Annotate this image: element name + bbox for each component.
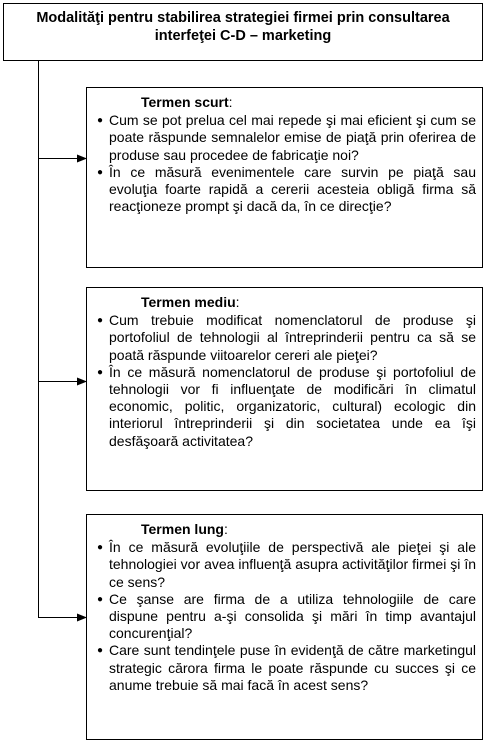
long-term-colon: : — [223, 521, 228, 537]
list-item — [95, 112, 476, 164]
bullet-icon: ● — [97, 366, 104, 378]
bullet-icon: ● — [97, 115, 104, 127]
short-term-box — [86, 87, 483, 268]
short-term-colon: : — [228, 94, 233, 110]
long-term-heading: Termen lung — [141, 521, 224, 537]
list-item — [95, 539, 476, 591]
bullet-icon: ● — [97, 593, 104, 605]
list-item-text: În ce măsură nomenclatorul de produse şi portofoliul de tehnologii vor fi influenţate de modificări în climatul economic, politic, organizatoric, cultural) ecologic din interiorul întreprinderii şi din societatea unde ea îşi desfăşoară activitatea? — [109, 363, 476, 449]
list-item-text: Ce şanse are firma de a utiliza tehnologiile de care dispune pentru a-şi consolida şi mări în timp avantajul concurenţial? — [109, 590, 476, 642]
list-item — [95, 364, 476, 450]
short-term-list — [95, 112, 476, 215]
long-term-title — [95, 521, 476, 538]
bullet-icon: ● — [97, 166, 104, 178]
list-item — [95, 312, 476, 364]
list-item-text: Cum se pot prelua cel mai repede şi mai eficient şi cum se poate răspunde semnalelor emise de piaţă prin oferirea de produse sau procedee de fabricaţie noi? — [109, 112, 476, 163]
bullet-icon: ● — [97, 315, 104, 327]
bullet-icon: ● — [97, 542, 104, 554]
diagram-title: Modalităţi pentru stabilirea strategiei firmei prin consultarea interfeţei C-D – marketing — [36, 10, 450, 44]
list-item-text: În ce măsură evoluţiile de perspectivă ale pieţei şi ale tehnologiei vor avea influenţă asupra activităţilor firmei şi în ce sens? — [109, 539, 476, 590]
medium-term-box — [86, 287, 483, 491]
short-term-heading: Termen scurt — [141, 94, 229, 110]
list-item-text: Care sunt tendinţele puse în evidenţă de către marketingul strategic cărora firma le poate răspunde cu succes şi ce anume trebuie să mai facă în acest sens? — [109, 642, 476, 693]
list-item — [95, 164, 476, 216]
medium-term-list — [95, 312, 476, 450]
list-item — [95, 642, 476, 694]
medium-term-colon: : — [235, 294, 240, 310]
medium-term-title — [95, 294, 476, 311]
bullet-icon: ● — [97, 645, 104, 657]
list-item-text: Cum trebuie modificat nomenclatorul de produse şi portofoliul de tehnologii al întreprinderii pentru ca să se poată răspunde viitoarelor cereri ale pieţei? — [109, 312, 476, 363]
long-term-box — [86, 514, 483, 740]
list-item-text: În ce măsură evenimentele care survin pe piaţă sau evoluţia foarte rapidă a cererii acesteia obligă firma să reacţioneze prompt şi dacă da, în ce direcţie? — [109, 163, 476, 215]
short-term-title — [95, 94, 476, 111]
list-item — [95, 591, 476, 643]
long-term-list — [95, 539, 476, 694]
medium-term-heading: Termen mediu — [141, 294, 236, 310]
title-box — [3, 3, 483, 61]
